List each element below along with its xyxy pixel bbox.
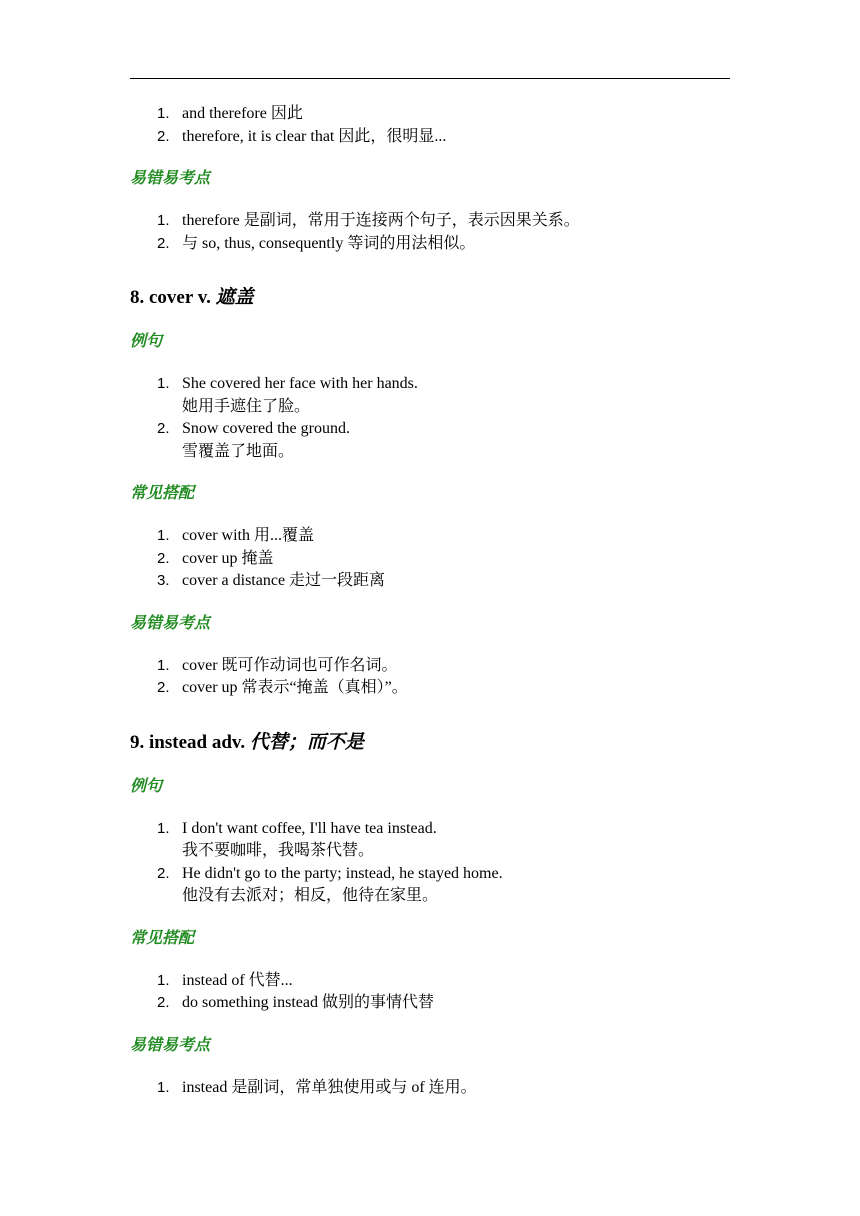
top-list	[130, 103, 730, 148]
errors-list	[130, 655, 730, 700]
examples-label: 例句	[130, 777, 163, 795]
collocations-label: 常见搭配	[130, 485, 195, 502]
collocations-list	[130, 525, 730, 593]
errors-label: 易错易考点	[130, 614, 211, 632]
list-item: 2. cover up 常表示“掩盖（真相）”。	[157, 679, 408, 696]
list-item: 1. I don't want coffee, I'll have tea instead. 我不要咖啡，我喝茶代替。	[157, 819, 437, 859]
list-item: 1. instead 是副词，常单独使用或与 of 连用。	[157, 1078, 477, 1096]
entry-heading-cover: 8. cover v. 遮盖	[130, 287, 254, 308]
list-item: 1. instead of 代替...	[157, 971, 293, 989]
errors-list	[130, 1077, 730, 1100]
list-item: 2. He didn't go to the party; instead, he stayed home. 他没有去派对；相反，他待在家里。	[157, 864, 503, 904]
list-item: 3. cover a distance 走过一段距离	[157, 572, 386, 589]
errors-label: 易错易考点	[130, 170, 211, 187]
entry-heading-instead: 9. instead adv. 代替；而不是	[130, 731, 364, 753]
errors-list	[130, 210, 730, 255]
errors-label: 易错易考点	[130, 1036, 211, 1054]
list-item: 2. 与 so, thus, consequently 等词的用法相似。	[157, 234, 476, 252]
examples-label: 例句	[130, 333, 163, 350]
document-body	[130, 103, 730, 1099]
list-item: 2. do something instead 做别的事情代替	[157, 994, 434, 1011]
list-item: 1. cover with 用...覆盖	[157, 527, 314, 544]
list-item: 2. Snow covered the ground. 雪覆盖了地面。	[157, 420, 350, 460]
list-item: 2. cover up 掩盖	[157, 549, 274, 567]
collocations-list	[130, 970, 730, 1015]
header-rule	[130, 78, 730, 79]
list-item: 1. cover 既可作动词也可作名词。	[157, 656, 398, 674]
collocations-label: 常见搭配	[130, 929, 195, 947]
list-item: 2. therefore, it is clear that 因此，很明显...	[157, 127, 447, 145]
examples-list	[130, 818, 730, 908]
list-item: 1. therefore 是副词，常用于连接两个句子，表示因果关系。	[157, 212, 580, 229]
examples-list	[130, 373, 730, 463]
list-item: 1. and therefore 因此	[157, 105, 303, 122]
list-item: 1. She covered her face with her hands. 她用手遮住了脸。	[157, 375, 418, 415]
